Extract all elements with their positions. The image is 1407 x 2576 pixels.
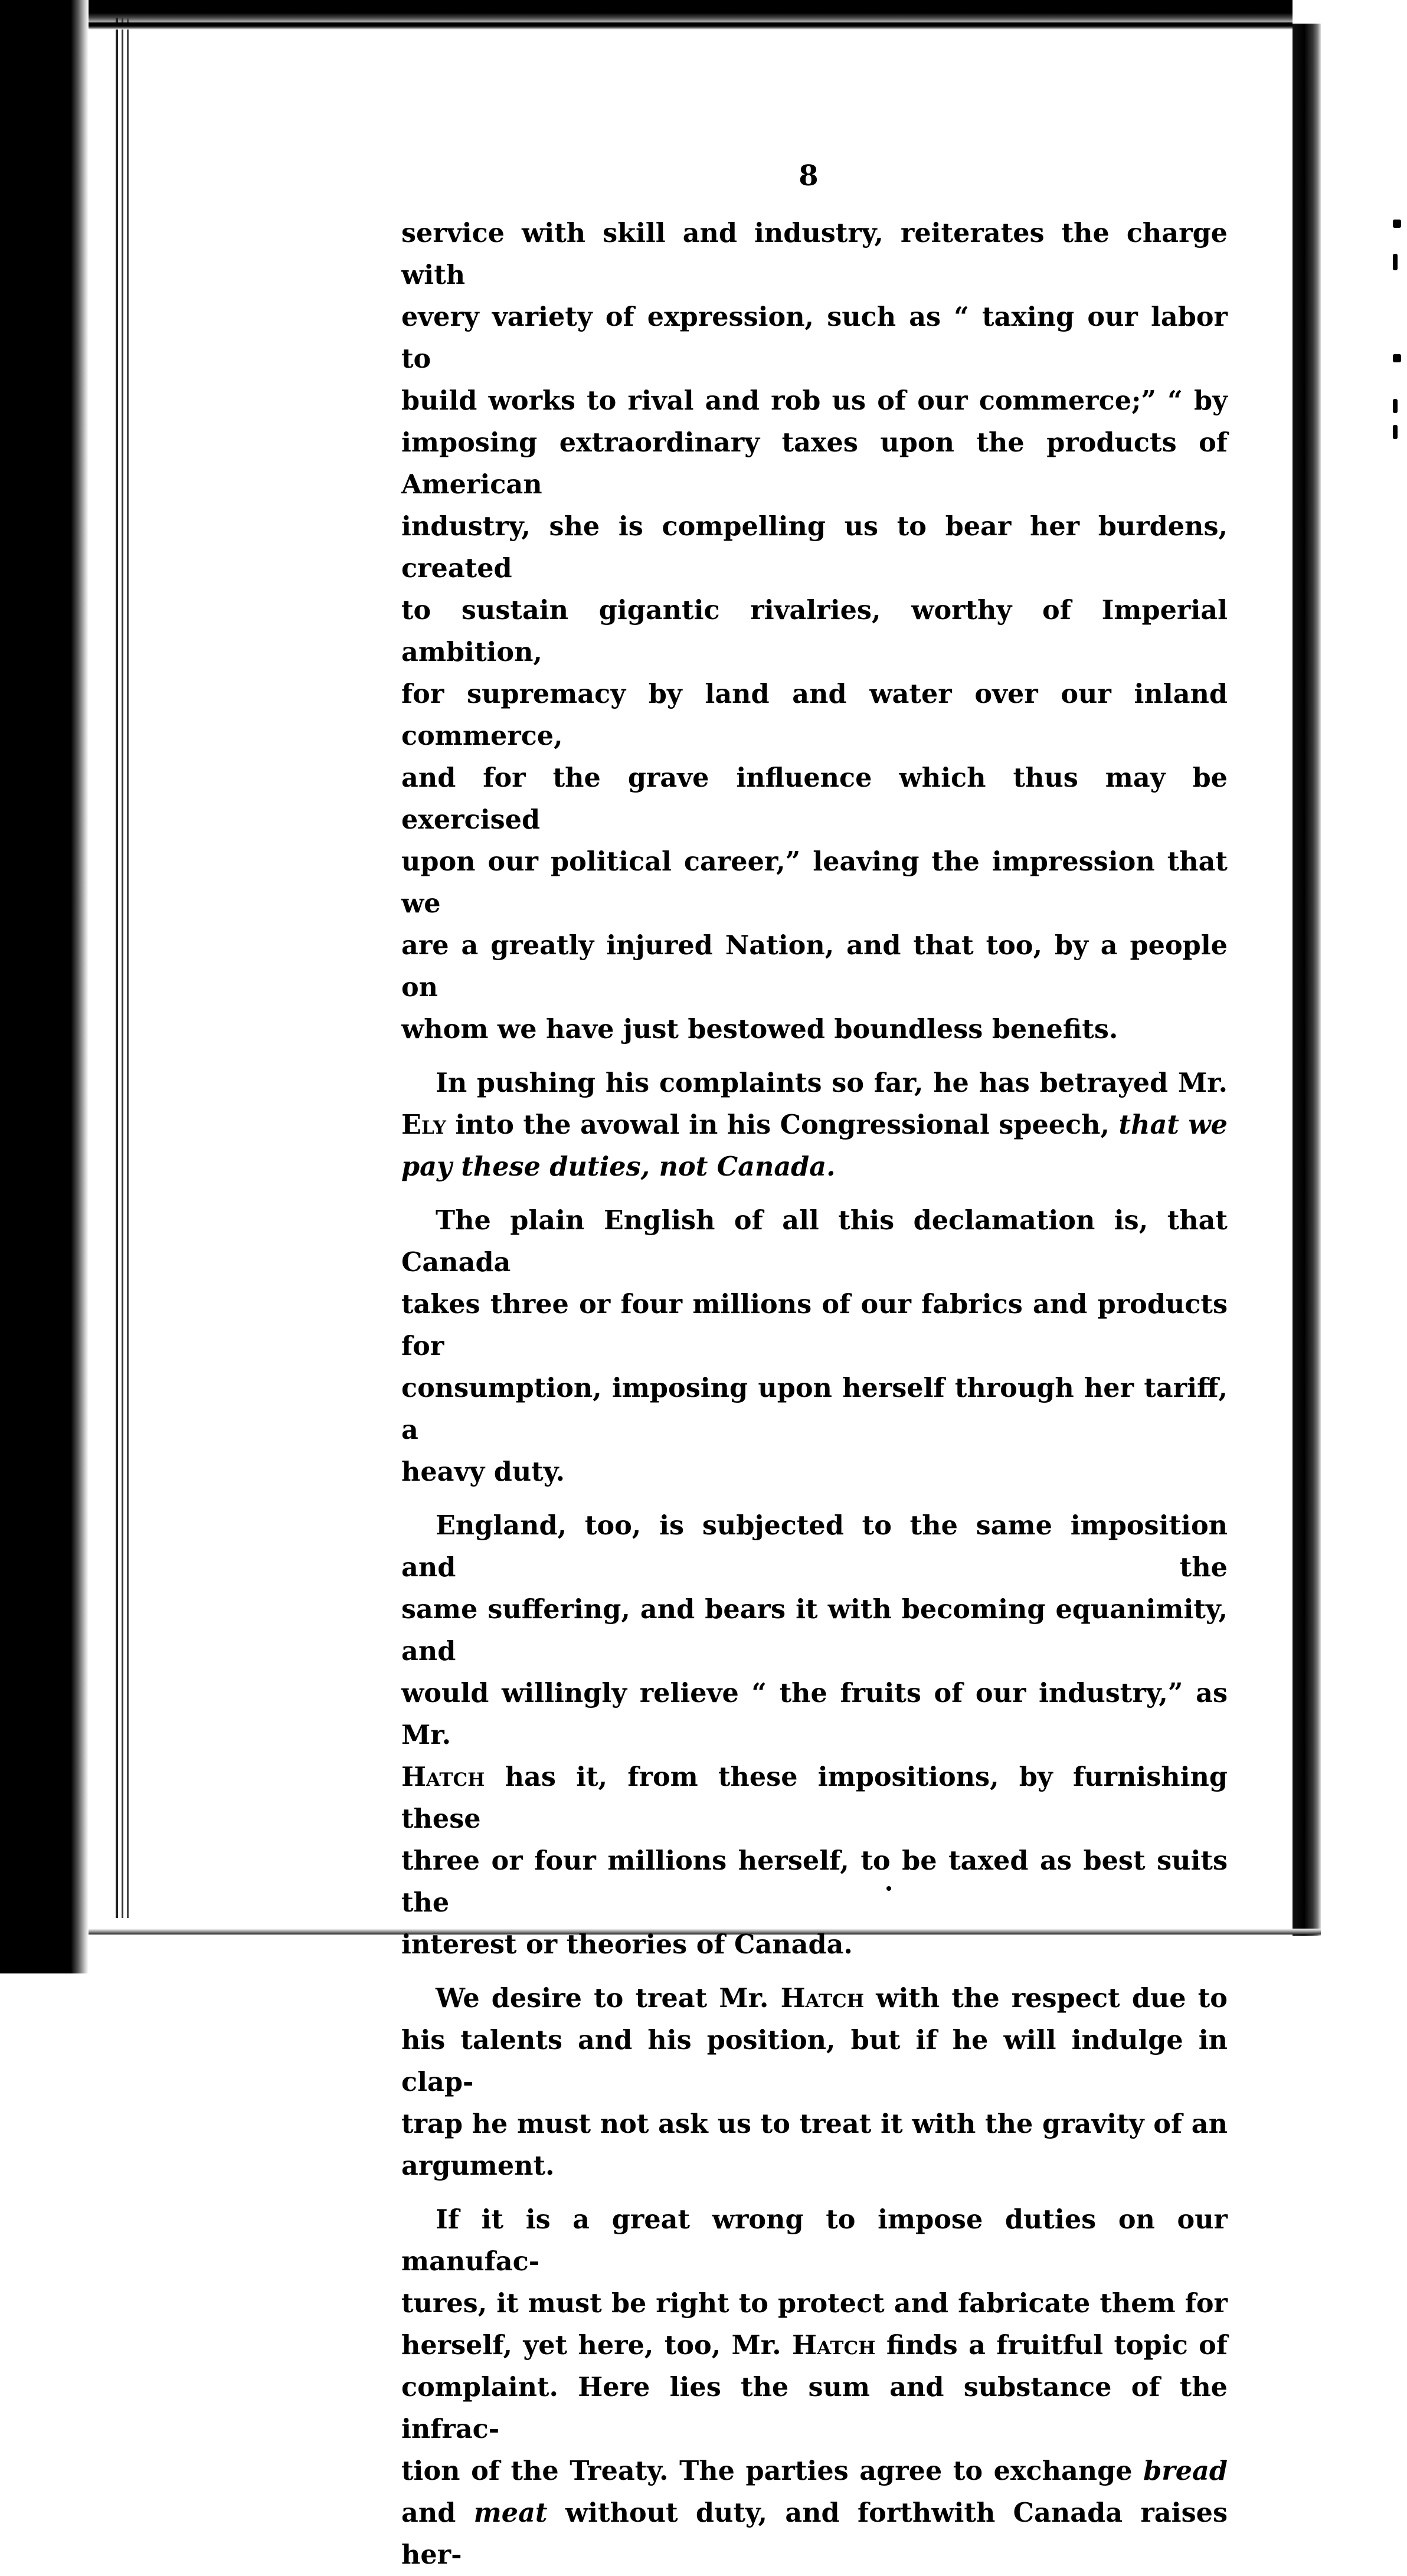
text-run: and bbox=[401, 2498, 474, 2528]
text-run: without duty, and forthwith Canada raises her- bbox=[401, 2498, 1228, 2570]
text-run: We desire to treat Mr. bbox=[436, 1983, 781, 2014]
italic-run: that we bbox=[1118, 1109, 1228, 1140]
page-number: 8 bbox=[799, 159, 819, 192]
text-line: for supremacy by land and water over our inland commerce, bbox=[401, 679, 1228, 751]
text-line: takes three or four millions of our fabrics and products for bbox=[401, 1289, 1228, 1361]
text-line: upon our political career,” leaving the impression that we bbox=[401, 846, 1228, 919]
text-line: and for the grave influence which thus may be exercised bbox=[401, 762, 1228, 835]
page-edge-lines bbox=[116, 18, 133, 1918]
text-line bbox=[401, 2492, 1228, 2576]
italic-run: meat bbox=[473, 2498, 548, 2528]
text-line bbox=[401, 1756, 1228, 1840]
text-run: has it, from these impositions, by furnishing these bbox=[401, 1762, 1228, 1834]
text-line: If it is a great wrong to impose duties on our manufac- bbox=[401, 2204, 1228, 2277]
printer-mark bbox=[886, 1886, 891, 1891]
text-line: same suffering, and bears it with becoming equanimity, and bbox=[401, 1594, 1228, 1667]
text-line: tures, it must be right to protect and fabricate them for bbox=[401, 2288, 1228, 2319]
text-line bbox=[401, 2450, 1228, 2492]
text-line: imposing extraordinary taxes upon the products of American bbox=[401, 427, 1228, 500]
body-text bbox=[401, 212, 1228, 2576]
text-line bbox=[401, 1978, 1228, 2019]
italic-run: bread bbox=[1143, 2456, 1228, 2486]
text-line: trap he must not ask us to treat it with the gravity of an bbox=[401, 2109, 1228, 2139]
text-line: whom we have just bestowed boundless benefits. bbox=[401, 1014, 1118, 1045]
text-line: to sustain gigantic rivalries, worthy of Imperial ambition, bbox=[401, 595, 1228, 667]
facing-page-glyph bbox=[1393, 399, 1398, 413]
text-line: three or four millions herself, to be taxed as best suits the bbox=[401, 1845, 1228, 1918]
name-hatch: Hatch bbox=[792, 2330, 876, 2361]
text-line bbox=[401, 1104, 1228, 1146]
text-line: his talents and his position, but if he will indulge in clap- bbox=[401, 2025, 1228, 2097]
paragraph-6 bbox=[401, 2199, 1228, 2576]
paragraph-5 bbox=[401, 1978, 1228, 2187]
text-line: In pushing his complaints so far, he has betrayed Mr. bbox=[436, 1068, 1228, 1098]
text-run: into the avowal in his Congressional speech, bbox=[446, 1109, 1119, 1140]
page-top-edge bbox=[89, 22, 1293, 30]
text-line: argument. bbox=[401, 2151, 555, 2181]
book-gutter bbox=[1293, 24, 1321, 1936]
text-line: service with skill and industry, reiterates the charge with bbox=[401, 218, 1228, 290]
text-run: tion of the Treaty. The parties agree to exchange bbox=[401, 2456, 1144, 2486]
text-run: with the respect due to bbox=[864, 1983, 1228, 2014]
text-line: England, too, is subjected to the same imposition and the bbox=[401, 1510, 1228, 1583]
text-line: every variety of expression, such as “ taxing our labor to bbox=[401, 302, 1228, 374]
scan-border-top bbox=[0, 0, 1407, 22]
paragraph-1 bbox=[401, 212, 1228, 1050]
name-hatch: Hatch bbox=[401, 1762, 485, 1792]
name-ely: Ely bbox=[401, 1109, 446, 1140]
facing-page-glyph bbox=[1393, 425, 1398, 439]
facing-page-glyph bbox=[1393, 220, 1401, 228]
text-line: consumption, imposing upon herself through her tariff, a bbox=[401, 1373, 1228, 1445]
text-run: herself, yet here, too, Mr. bbox=[401, 2330, 793, 2361]
text-line: would willingly relieve “ the fruits of our industry,” as Mr. bbox=[401, 1678, 1228, 1750]
facing-page-glyph bbox=[1393, 254, 1398, 270]
text-line: complaint. Here lies the sum and substance of the infrac- bbox=[401, 2372, 1228, 2444]
text-line: The plain English of all this declamation is, that Canada bbox=[401, 1205, 1228, 1278]
text-line: are a greatly injured Nation, and that too, by a people on bbox=[401, 930, 1228, 1003]
name-hatch: Hatch bbox=[780, 1983, 865, 2014]
facing-page-glyph bbox=[1393, 354, 1401, 362]
text-line bbox=[401, 2325, 1228, 2366]
text-line: heavy duty. bbox=[401, 1456, 565, 1487]
paragraph-4 bbox=[401, 1505, 1228, 1966]
italic-run: pay these duties, not Canada. bbox=[401, 1151, 836, 1182]
text-line bbox=[401, 1146, 1228, 1188]
scan-border-left bbox=[0, 0, 89, 1973]
text-line: build works to rival and rob us of our commerce;” “ by bbox=[401, 385, 1228, 416]
text-line: industry, she is compelling us to bear her burdens, created bbox=[401, 511, 1228, 584]
text-run: finds a fruitful topic of bbox=[875, 2330, 1228, 2361]
paragraph-2 bbox=[401, 1062, 1228, 1188]
text-line: interest or theories of Canada. bbox=[401, 1929, 853, 1960]
paragraph-3 bbox=[401, 1200, 1228, 1493]
